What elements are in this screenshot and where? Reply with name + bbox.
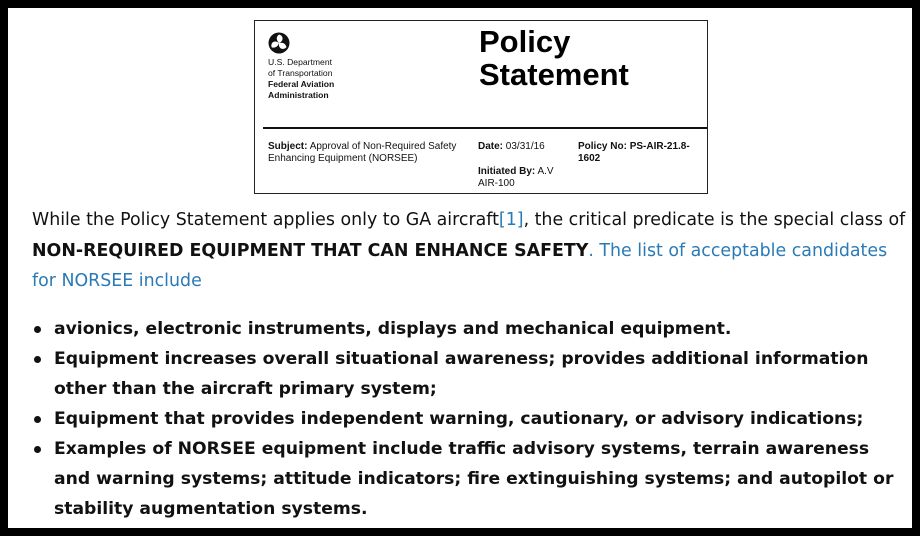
emphasis-text: NON-REQUIRED EQUIPMENT THAT CAN ENHANCE SAFETY <box>32 240 589 261</box>
bullet-dot-icon <box>34 416 41 423</box>
bullet-dot-icon <box>34 326 41 333</box>
document-page <box>8 8 912 528</box>
subject-field: Subject: Approval of Non-Required Safety Enhancing Equipment (NORSEE) <box>268 141 457 164</box>
agency-name: U.S. Department of Transportation Federal Aviation Administration <box>268 57 335 100</box>
footnote-link[interactable]: [1] <box>498 210 524 230</box>
list-item: avionics, electronic instruments, displays and mechanical equipment. <box>32 314 908 344</box>
intro-paragraph: While the Policy Statement applies only to GA aircraft[1], the critical predicate is the special class of NON-REQUIRED EQUIPMENT THAT CAN ENHANCE SAFETY. The list of acceptable candidates for NORSEE include <box>32 210 906 291</box>
bullet-dot-icon <box>34 446 41 453</box>
initiated-by-field: Initiated By: A.V AIR-100 <box>478 166 554 189</box>
norsee-bullet-list <box>32 314 908 524</box>
header-divider <box>263 127 707 129</box>
policy-statement-header <box>254 20 708 194</box>
dot-logo-icon <box>268 32 290 54</box>
policy-number-field: Policy No: PS-AIR-21.8-1602 <box>578 141 690 164</box>
bullet-dot-icon <box>34 356 41 363</box>
list-item: Equipment increases overall situational awareness; provides additional information other than the aircraft primary system; <box>32 344 908 404</box>
list-item: Examples of NORSEE equipment include traffic advisory systems, terrain awareness and warning systems; attitude indicators; fire extinguishing systems; and autopilot or stability augmentation systems. <box>32 434 908 524</box>
policy-statement-title: Policy Statement <box>479 24 629 92</box>
candidates-link-text[interactable]: . The list of acceptable candidates for NORSEE include <box>32 240 888 291</box>
date-field: Date: 03/31/16 <box>478 141 545 152</box>
list-item: Equipment that provides independent warning, cautionary, or advisory indications; <box>32 404 908 434</box>
